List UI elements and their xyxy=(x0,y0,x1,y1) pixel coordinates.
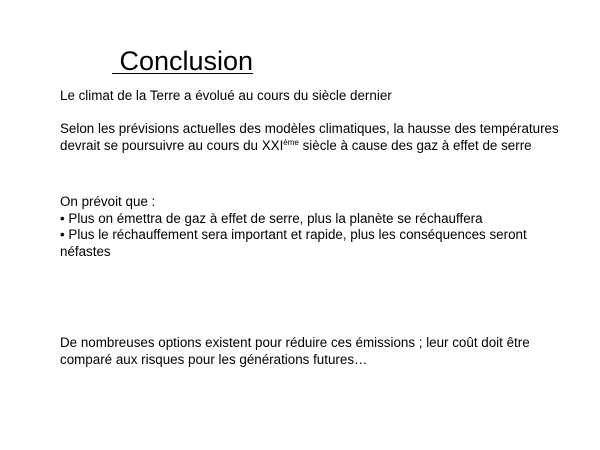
prediction-heading: On prévoit que : xyxy=(60,194,156,209)
slide-title: Conclusion xyxy=(112,46,254,76)
bullet-marker: • xyxy=(60,210,65,226)
bullet-item xyxy=(60,227,590,260)
forecast-line-2-end: siècle à cause des gaz à effet de serre xyxy=(298,137,532,153)
bullet-item xyxy=(60,211,590,228)
bullet-text: Plus on émettra de gaz à effet de serre, plus la planète se réchauffera xyxy=(64,210,483,226)
intro-paragraph xyxy=(60,88,590,105)
prediction-block xyxy=(60,194,590,260)
closing-paragraph xyxy=(60,335,590,368)
bullet-text: Plus le réchauffement sera important et rapide, plus les conséquences seront xyxy=(64,227,527,243)
closing-line-2: comparé aux risques pour les générations futures… xyxy=(60,351,368,367)
bullet-line xyxy=(60,211,590,228)
forecast-line-2-start: devrait se poursuivre au cours du XXI xyxy=(60,137,284,153)
intro-text: Le climat de la Terre a évolué au cours du siècle dernier xyxy=(60,88,392,103)
century-superscript: ème xyxy=(283,137,299,147)
closing-line-1: De nombreuses options existent pour réduire ces émissions ; leur coût doit être xyxy=(60,335,530,350)
forecast-paragraph xyxy=(60,121,590,154)
forecast-line-2 xyxy=(60,138,590,155)
forecast-line-1: Selon les prévisions actuelles des modèles climatiques, la hausse des températures xyxy=(60,121,559,136)
bullet-marker: • xyxy=(60,227,65,243)
bullet-continuation: néfastes xyxy=(60,243,111,259)
bullet-line xyxy=(60,227,590,244)
